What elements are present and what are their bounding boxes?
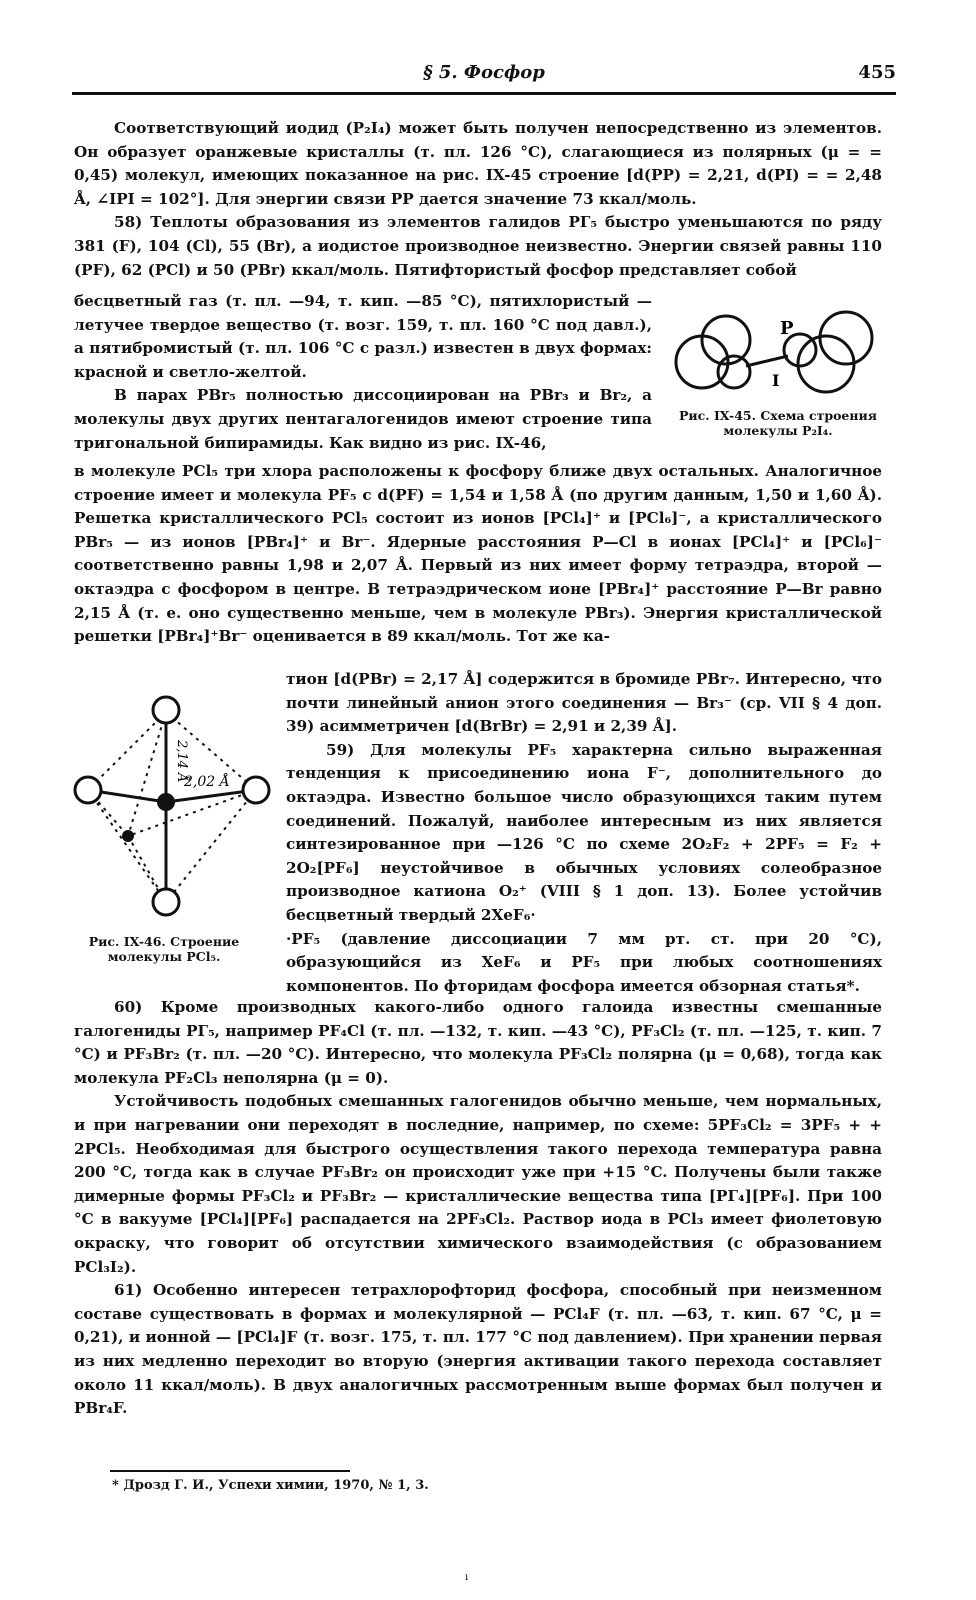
phosphorus-atom [718, 356, 750, 388]
chlorine-atom [153, 697, 179, 723]
bottom-text-block [74, 996, 882, 1421]
paragraph: Соответствующий иодид (P₂I₄) может быть получен непосредственно из элементов. Он образует оранжевые кристаллы (т. пл. 126 °C), слагающиеся из полярных (μ = = 0,45) молекул, имеющих показанное на рис. IX-45 строение [d(PP) = 2,21, d(PI) = = 2,48 Å, ∠IPI = 102°]. Для энергии связи PP дается значение 73 ккал/моль. [74, 119, 882, 208]
paragraph: 59) Для молекулы PF₅ характерна сильно выраженная тенденция к присоединению иона F⁻, дополнительного до октаэдра. Известно большое число образующихся таким путем соединений. Пожалуй, наиболее интересным из них является синтезированное при —126 °C по схеме 2O₂F₂ + 2PF₅ = F₂ + 2O₂[PF₆] неустойчивое в обычных условиях солеобразное производное катиона O₂⁺ (VIII § 1 доп. 13). Более устойчив бесцветный твердый 2XeF₆· [286, 740, 882, 924]
label-p: P [780, 318, 794, 339]
paragraph: 58) Теплоты образования из элементов галидов PГ₅ быстро уменьшаются по ряду 381 (F), 104 (Cl), 55 (Br), а иодистое производное неизвестно. Энергии связей равны 110 (PF), 62 (PCl) и 50 (PBr) ккал/моль. Пятифтористый фосфор представляет собой [74, 213, 882, 279]
paragraph: в молекуле PCl₅ три хлора расположены к фосфору ближе двух остальных. Аналогичное строение имеет и молекула PF₅ с d(PF) = 1,54 и 1,58 Å (по другим данным, 1,50 и 1,60 Å). Решетка кристаллического PCl₅ состоит из ионов [PCl₄]⁺ и [PCl₆]⁻, а кристаллического PBr₅ — из ионов [PBr₄]⁺ и Br⁻. Ядерные расстояния P—Cl в ионах [PCl₄]⁺ и [PCl₆]⁻ соответственно равны 1,98 и 2,07 Å. Первый из них имеет форму тетраэдра, второй — октаэдра с фосфором в центре. В тетраэдрическом ионе [PBr₄]⁺ расстояние P—Br равно 2,15 Å (т. е. оно существенно меньше, чем в молекуле PBr₃). Энергия кристаллической решетки [PBr₄]⁺Br⁻ оценивается в 89 ккал/моль. Тот же ка- [74, 462, 882, 646]
mid-text-block [74, 460, 882, 649]
paragraph: Устойчивость подобных смешанных галогенидов обычно меньше, чем нормальных, и при нагревании они переходят в последние, например, по схеме: 5PF₃Cl₂ = 3PF₅ + + 2PCl₅. Необходимая для быстрого осуществления такого перехода температура равна 200 °C, тогда как в случае PF₃Br₂ он происходит уже при +15 °C. Получены были также димерные формы PF₃Cl₂ и PF₃Br₂ — кристаллические вещества типа [PГ₄][PF₆]. При 100 °C в вакууме [PCl₄][PF₆] распадается на 2PF₃Cl₂. Раствор иода в PCl₃ имеет фиолетовую окраску, что говорит об отсутствии химического взаимодействия (с образованием PCl₃I₂). [74, 1092, 882, 1276]
footnote-rule [110, 1470, 350, 1472]
fig45-side-text [74, 290, 652, 455]
section-title: § 5. Фосфор [423, 62, 545, 83]
header-rule [72, 92, 896, 95]
chlorine-atom [243, 777, 269, 803]
paragraph: тион [d(PBr) = 2,17 Å] содержится в бромиде PBr₇. Интересно, что почти линейный анион этого соединения — Br₃⁻ (ср. VII § 4 доп. 39) асимметричен [d(BrBr) = 2,91 и 2,39 Å]. [286, 670, 882, 736]
paragraph: 60) Кроме производных какого-либо одного галоида известны смешанные галогениды PГ₅, например PF₄Cl (т. пл. —132, т. кип. —43 °C), PF₃Cl₂ (т. пл. —125, т. кип. 7 °C) и PF₃Br₂ (т. пл. —20 °C). Интересно, что молекула PF₃Cl₂ полярна (μ = 0,68), тогда как молекула PF₂Cl₃ неполярна (μ = 0). [74, 998, 882, 1087]
chlorine-atom [122, 830, 134, 842]
paragraph: ·PF₅ (давление диссоциации 7 мм рт. ст. при 20 °C), образующийся из XeF₆ и PF₅ при любых соотношениях компонентов. По фторидам фосфора имеется обзорная статья*. [286, 929, 882, 995]
paragraph: 61) Особенно интересен тетрахлорофторид фосфора, способный при неизменном составе существовать в формах и молекулярной — PCl₄F (т. пл. —63, т. кип. 67 °C, μ = 0,21), и ионной — [PCl₄]F (т. возг. 175, т. пл. 177 °C под давлением). При хранении первая из них медленно переходит во вторую (энергия активации такого перехода составляет около 11 ккал/моль). В двух аналогичных рассмотренным выше формах был получен и PBr₄F. [74, 1281, 882, 1418]
label-i: I [772, 371, 780, 390]
stray-mark: ı [465, 1572, 469, 1583]
fig46-side-text [286, 668, 882, 998]
iodine-atom [820, 312, 872, 364]
page-number: 455 [858, 62, 896, 83]
running-header [72, 62, 896, 90]
p-p-bond [746, 356, 788, 366]
figure-ix45-caption: Рис. IX-45. Схема строения молекулы P₂I₄. [678, 408, 878, 438]
phosphorus-atom [157, 793, 175, 811]
chlorine-atom [153, 889, 179, 915]
top-text-block [74, 117, 882, 282]
chlorine-atom [75, 777, 101, 803]
footnote: * Дрозд Г. И., Успехи химии, 1970, № 1, 3. [112, 1478, 429, 1493]
figure-ix46-diagram [70, 690, 280, 930]
axial-distance-label: 2,14 Å [174, 740, 189, 783]
figure-ix45-diagram [668, 300, 886, 400]
equatorial-distance-label: 2,02 Å [184, 774, 230, 790]
paragraph: бесцветный газ (т. пл. —94, т. кип. —85 °C), пятихлористый — летучее твердое вещество (т. возг. 159, т. пл. 160 °C под давл.), а пятибромистый (т. пл. 106 °C с разл.) известен в двух формах: красной и светло-желтой. [74, 292, 652, 381]
figure-ix46-caption: Рис. IX-46. Строение молекулы PCl₅. [88, 934, 240, 964]
paragraph: В парах PBr₅ полностью диссоциирован на PBr₃ и Br₂, а молекулы двух других пентагалогенидов имеют строение типа тригональной бипирамиды. Как видно из рис. IX-46, [74, 386, 652, 452]
